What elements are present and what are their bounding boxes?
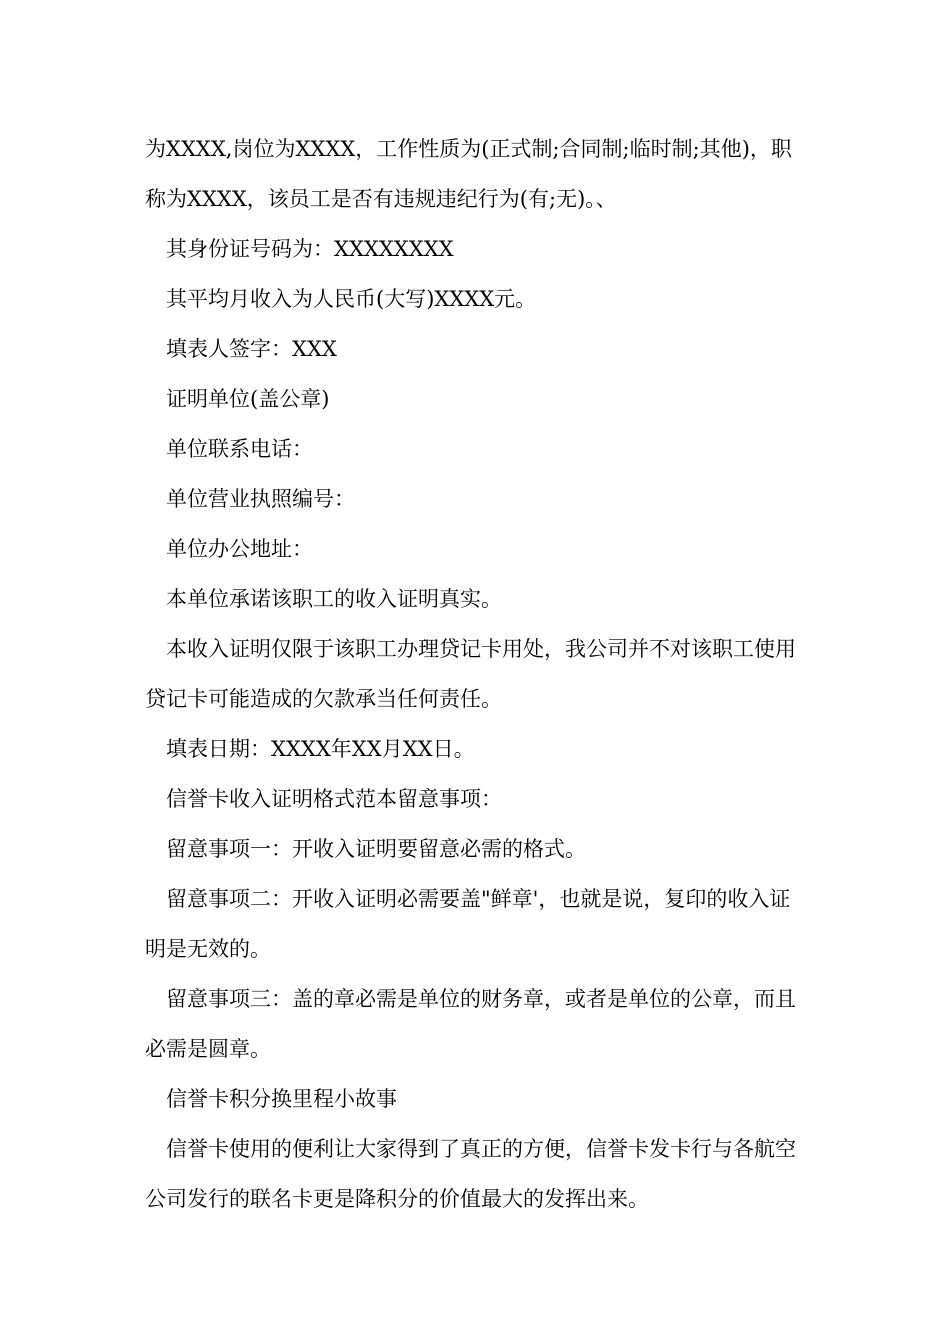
paragraph-fill-date: 填表日期：XXXX年XX月XX日。 [166,737,475,761]
document-body [145,124,810,1224]
paragraph-certifying-unit: 证明单位(盖公章) [166,387,330,411]
paragraph-commitment: 本单位承诺该职工的收入证明真实。 [166,587,502,611]
paragraph-note-two: 留意事项二：开收入证明必需要盖"鲜章'，也就是说，复印的收入证明是无效的。 [145,887,791,961]
paragraph-signer: 填表人签字：XXX [166,337,337,361]
paragraph-note-three: 留意事项三：盖的章必需是单位的财务章，或者是单位的公章，而且必需是圆章。 [145,987,796,1061]
paragraph-story-body: 信誉卡使用的便利让大家得到了真正的方便，信誉卡发卡行与各航空公司发行的联名卡更是降积分的价值最大的发挥出来。 [145,1137,796,1211]
paragraph-business-license: 单位营业执照编号： [166,487,355,511]
paragraph-notes-heading: 信誉卡收入证明格式范本留意事项： [166,787,502,811]
paragraph-job-info: 为XXXX,岗位为XXXX，工作性质为(正式制;合同制;临时制;其他)，职称为XXXX，该员工是否有违规违纪行为(有;无)。、 [145,137,792,211]
paragraph-unit-phone: 单位联系电话： [166,437,313,461]
paragraph-unit-address: 单位办公地址： [166,537,313,561]
paragraph-note-one: 留意事项一：开收入证明要留意必需的格式。 [166,837,586,861]
paragraph-id-number: 其身份证号码为：XXXXXXXX [166,237,454,261]
paragraph-usage-limit: 本收入证明仅限于该职工办理贷记卡用处，我公司并不对该职工使用贷记卡可能造成的欠款承当任何责任。 [145,637,796,711]
paragraph-monthly-income: 其平均月收入为人民币(大写)XXXX元。 [166,287,537,311]
paragraph-story-heading: 信誉卡积分换里程小故事 [166,1087,397,1111]
